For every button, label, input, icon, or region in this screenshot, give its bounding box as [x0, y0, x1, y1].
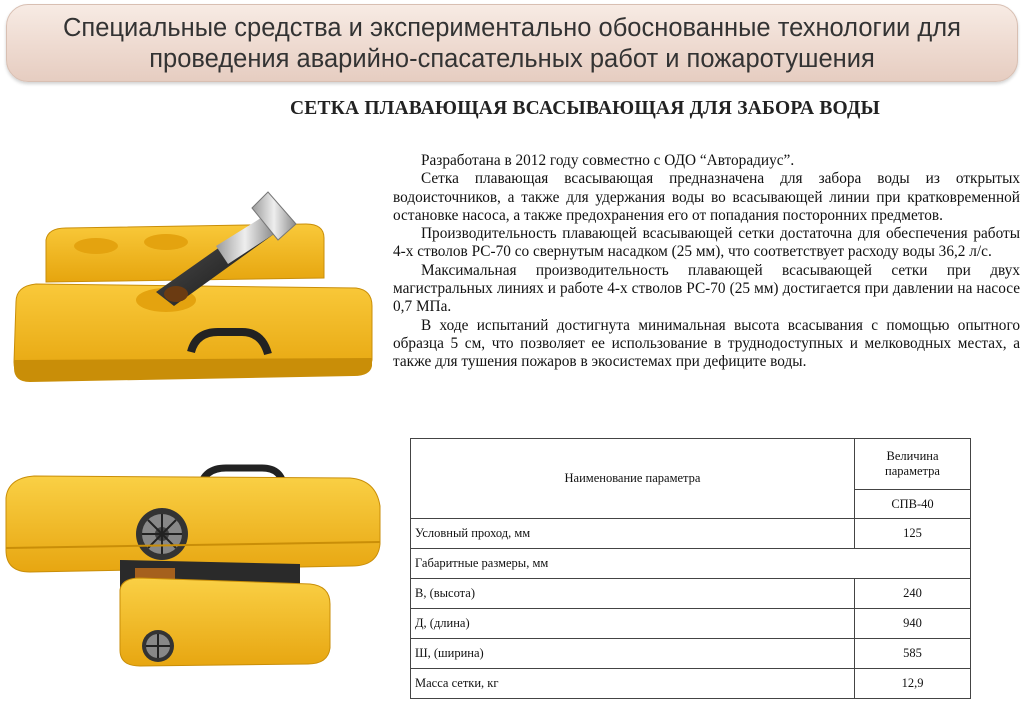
- row-value: 125: [855, 519, 971, 549]
- row-label: Габаритные размеры, мм: [411, 549, 971, 579]
- row-label: Д, (длина): [411, 609, 855, 639]
- table-row: [411, 609, 971, 639]
- table-row: [411, 549, 971, 579]
- model-name: СПВ-40: [855, 490, 971, 519]
- header-param-value: Величина параметра: [855, 439, 971, 490]
- row-label: Условный проход, мм: [411, 519, 855, 549]
- row-label: Ш, (ширина): [411, 639, 855, 669]
- paragraph-1: Разработана в 2012 году совместно с ОДО “Авторадиус”.: [421, 152, 795, 169]
- strainer-photo-top: [6, 182, 378, 392]
- table-row: [411, 519, 971, 549]
- banner-line-2: проведения аварийно-спасательных работ и пожаротушения: [149, 45, 875, 73]
- header-banner: [6, 4, 1018, 82]
- row-value: 240: [855, 579, 971, 609]
- header-param-name: Наименование параметра: [411, 439, 855, 519]
- table-row: [411, 579, 971, 609]
- row-value: 585: [855, 639, 971, 669]
- table-row: [411, 639, 971, 669]
- parameters-table: [410, 438, 971, 699]
- description: [393, 152, 1020, 372]
- page-title: СЕТКА ПЛАВАЮЩАЯ ВСАСЫВАЮЩАЯ ДЛЯ ЗАБОРА ВОДЫ: [290, 98, 880, 119]
- row-label: В, (высота): [411, 579, 855, 609]
- banner-line-1: Специальные средства и экспериментально обоснованные технологии для: [63, 14, 961, 42]
- table-row: [411, 669, 971, 699]
- paragraph-5: В ходе испытаний достигнута минимальная высота всасывания с помощью опытного образца 5 см, что позволяет ее использование в труднодоступных и мелководных местах, а также для тушения пожаров в экосистемах при дефиците воды.: [393, 316, 1020, 371]
- row-value: 12,9: [855, 669, 971, 699]
- paragraph-4: Максимальная производительность плавающей всасывающей сетки при двух магистральных линиях и работе 4-х стволов РС-70 (25 мм) достигается при давлении на насосе 0,7 МПа.: [393, 261, 1020, 316]
- paragraph-3: Производительность плавающей всасывающей сетки достаточна для обеспечения работы 4-х стволов РС-70 со свернутым насадком (25 мм), что соответствует расходу воды 36,2 л/с.: [393, 225, 1020, 261]
- table-header-row: [411, 439, 971, 490]
- strainer-photo-side: [0, 460, 392, 710]
- row-value: 940: [855, 609, 971, 639]
- paragraph-2: Сетка плавающая всасывающая предназначена для забора воды из открытых водоисточников, а также для удержания воды во всасывающей линии при кратковременной остановке насоса, а также предохранения его от попадания посторонних предметов.: [393, 170, 1020, 224]
- row-label: Масса сетки, кг: [411, 669, 855, 699]
